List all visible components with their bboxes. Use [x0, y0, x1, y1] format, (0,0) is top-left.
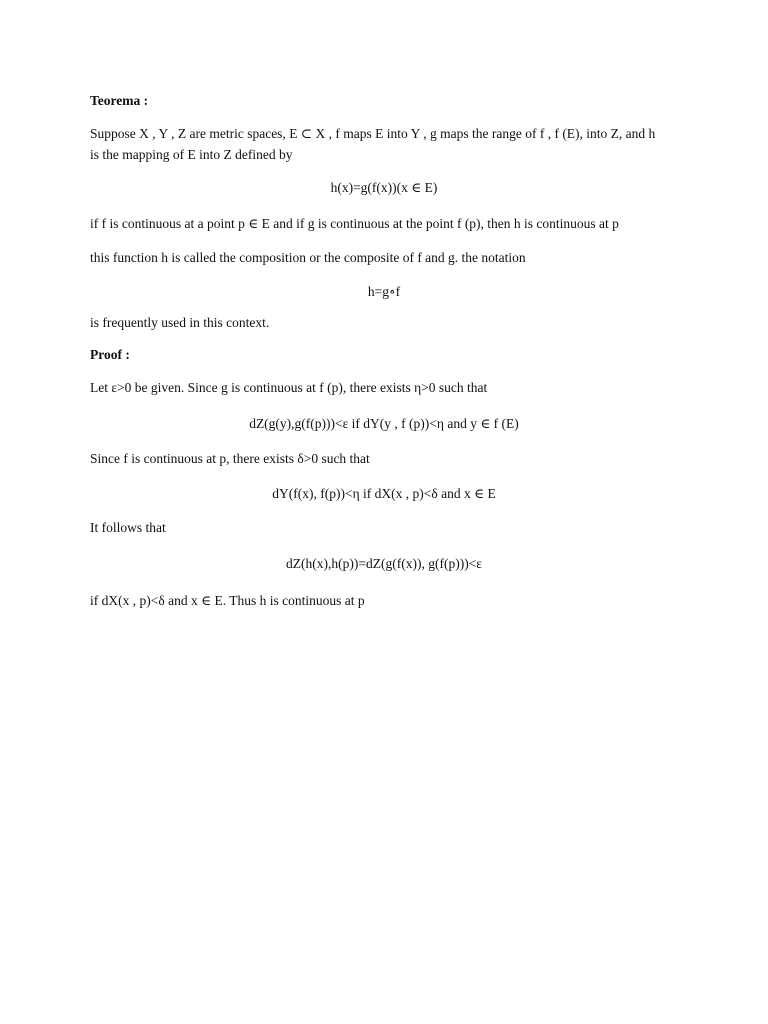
equation-f-continuity: dY(f(x), f(p))<η if dX(x , p)<δ and x ∈ E	[272, 486, 496, 501]
theorem-line-1: Suppose X , Y , Z are metric spaces, E ⊂ X , f maps E into Y , g maps the range of f , f (E), into Z, and h	[90, 126, 656, 141]
composition-statement: this function h is called the composition or the composite of f and g. the notation	[90, 250, 526, 265]
equation-definition: h(x)=g(f(x))(x ∈ E)	[330, 180, 438, 195]
proof-line-3: It follows that	[90, 520, 166, 535]
theorem-heading: Teorema :	[90, 93, 149, 108]
proof-heading: Proof :	[90, 347, 130, 362]
equation-g-continuity: dZ(g(y),g(f(p)))<ε if dY(y , f (p))<η and y ∈ f (E)	[249, 416, 519, 431]
proof-line-1: Let ε>0 be given. Since g is continuous at f (p), there exists η>0 such that	[90, 380, 488, 395]
proof-conclusion: if dX(x , p)<δ and x ∈ E. Thus h is continuous at p	[90, 593, 365, 608]
equation-composition: h=g∘f	[367, 284, 401, 299]
equation-result: dZ(h(x),h(p))=dZ(g(f(x)), g(f(p)))<ε	[286, 556, 482, 571]
continuity-statement: if f is continuous at a point p ∈ E and if g is continuous at the point f (p), then h is continuous at p	[90, 216, 619, 231]
proof-line-2: Since f is continuous at p, there exists δ>0 such that	[90, 451, 370, 466]
context-line: is frequently used in this context.	[90, 315, 270, 330]
theorem-line-2: is the mapping of E into Z defined by	[90, 147, 293, 162]
